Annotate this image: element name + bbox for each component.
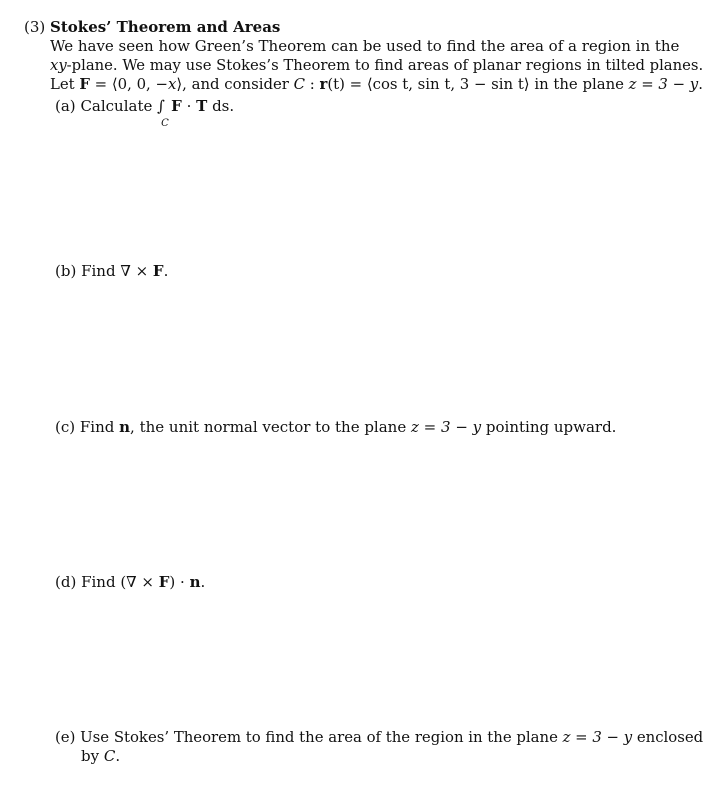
problem-number: (3) (24, 18, 46, 36)
intro-line-1: We have seen how Green’s Theorem can be used to find the area of a region in the (50, 37, 680, 55)
part-b: (b) Find ∇ × F. (55, 262, 169, 280)
part-a-label: (a) (55, 97, 76, 115)
part-c-label: (c) (55, 418, 76, 436)
part-c: (c) Find n, the unit normal vector to the plane z = 3 − y pointing upward. (55, 418, 617, 436)
intro-line-3: Let F = ⟨0, 0, −x⟩, and consider C : r(t) = ⟨cos t, sin t, 3 − sin t⟩ in the plane z = 3 − y. (50, 75, 703, 93)
part-d-label: (d) (55, 573, 77, 591)
part-d: (d) Find (∇ × F) · n. (55, 573, 206, 591)
intro-line-2: xy-plane. We may use Stokes’s Theorem to find areas of planar regions in tilted planes. (50, 56, 704, 74)
problem-header (24, 18, 280, 37)
line-integral-symbol: ∫ C (157, 97, 169, 129)
part-e: (e) Use Stokes’ Theorem to find the area of the region in the plane z = 3 − y enclosed (55, 728, 704, 746)
part-e-line-2: by C. (81, 747, 121, 765)
curve-symbol: C (293, 75, 306, 93)
part-e-label: (e) (55, 728, 76, 746)
problem-title: Stokes’ Theorem and Areas (50, 18, 281, 36)
part-b-label: (b) (55, 262, 77, 280)
field-symbol: F (79, 75, 90, 93)
part-a: (a) Calculate ∫ C F · T ds. (55, 97, 235, 129)
